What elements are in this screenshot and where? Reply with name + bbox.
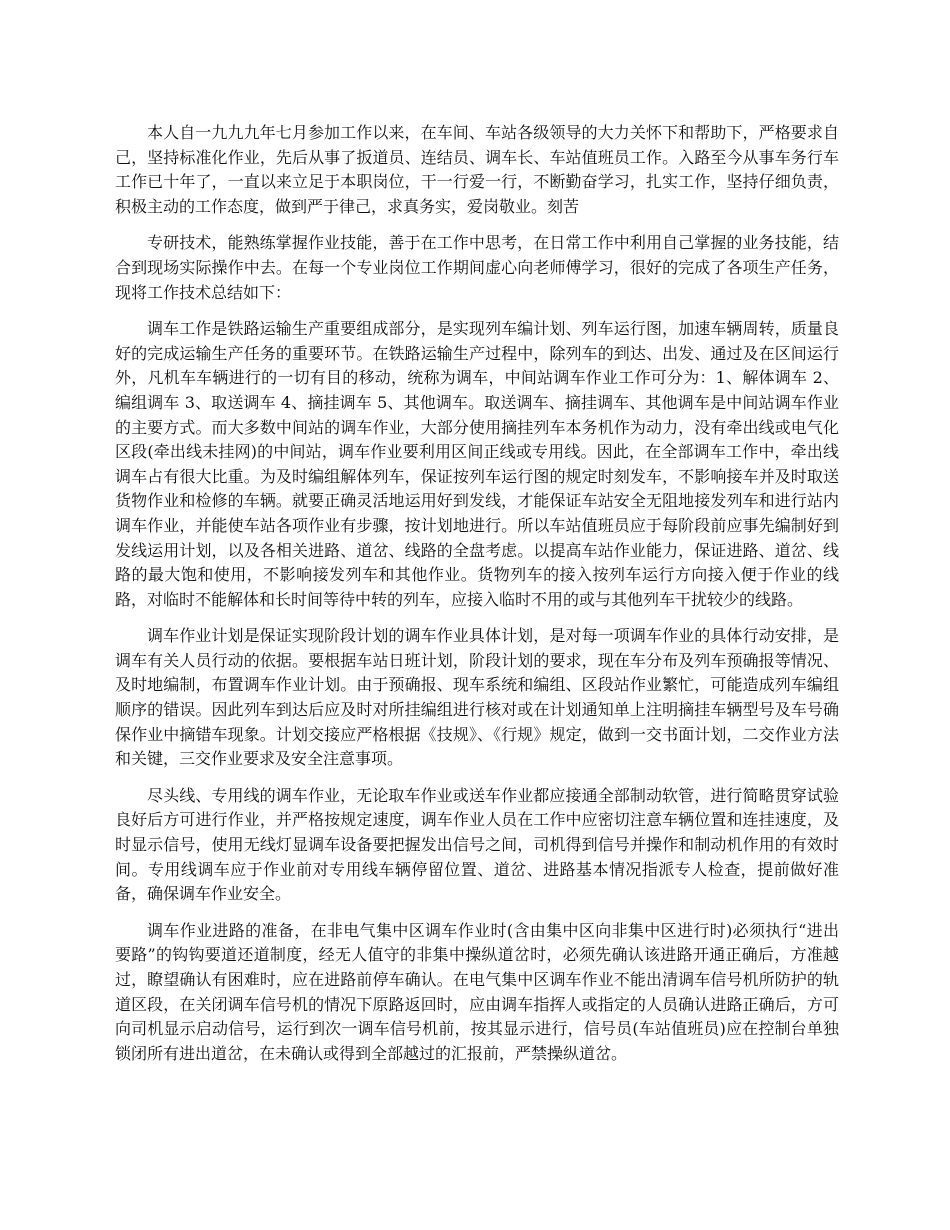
paragraph-dead-end-siding: 尽头线、专用线的调车作业，无论取车作业或送车作业都应接通全部制动软管，进行简略贯穿试验良好后方可进行作业，并严格按规定速度，调车作业人员在工作中应密切注意车辆位置和连挂速度，及时显示信号，使用无线灯显调车设备要把握发出信号之间，司机得到信号并操作和制动机作用的有效时间。专用线调车应于作业前对专用线车辆停留位置、道岔、进路基本情况指派专人检查，提前做好准备，确保调车作业安全。	[115, 785, 839, 904]
paragraph-skills: 专研技术，能熟练掌握作业技能，善于在工作中思考，在日常工作中利用自己掌握的业务技能，结合到现场实际操作中去。在每一个专业岗位工作期间虚心向老师傅学习，很好的完成了各项生产任务，现将工作技术总结如下：	[115, 233, 839, 302]
paragraph-intro: 本人自一九九九年七月参加工作以来，在车间、车站各级领导的大力关怀下和帮助下，严格要求自己，坚持标准化作业，先后从事了扳道员、连结员、调车长、车站值班员工作。入路至今从事车务行车工作已十年了，一直以来立足于本职岗位，干一行爱一行，不断勤奋学习，扎实工作，坚持仔细负责，积极主动的工作态度，做到严于律己，求真务实，爱岗敬业。刻苦	[115, 123, 839, 216]
document-body	[115, 121, 839, 1078]
paragraph-shunting-plan: 调车作业计划是保证实现阶段计划的调车作业具体计划，是对每一项调车作业的具体行动安排，是调车有关人员行动的依据。要根据车站日班计划，阶段计划的要求，现在车分布及列车预确报等情况、及时地编制，布置调车作业计划。由于预确报、现车系统和编组、区段站作业繁忙，可能造成列车编组顺序的错误。因此列车到达后应及时对所挂编组进行核对或在计划通知单上注明摘挂车辆型号及车号确保作业中摘错车现象。计划交接应严格根据《技规》、《行规》规定，做到一交书面计划，二交作业方法和关键，三交作业要求及安全注意事项。	[115, 626, 839, 769]
paragraph-shunting-overview: 调车工作是铁路运输生产重要组成部分，是实现列车编计划、列车运行图，加速车辆周转，质量良好的完成运输生产任务的重要环节。在铁路运输生产过程中，除列车的到达、出发、通过及在区间运行外，凡机车车辆进行的一切有目的移动，统称为调车，中间站调车作业工作可分为：1、解体调车 2、编组调车 3、取送调车 4、摘挂调车 5、其他调车。取送调车、摘挂调车、其他调车是中间站调车作业的主要方式。而大多数中间站的调车作业，大部分使用摘挂列车本务机作为动力，没有牵出线或电气化区段(牵出线未挂网)的中间站，调车作业要利用区间正线或专用线。因此，在全部调车工作中，牵出线调车占有很大比重。为及时编组解体列车，保证按列车运行图的规定时刻发车，不影响接车并及时取送货物作业和检修的车辆。就要正确灵活地运用好到发线，才能保证车站安全无阻地接发列车和进行站内调车作业，并能使车站各项作业有步骤，按计划地进行。所以车站值班员应于每阶段前应事先编制好到发线运用计划，以及各相关进路、道岔、线路的全盘考虑。以提高车站作业能力，保证进路、道岔、线路的最大饱和使用，不影响接发列车和其他作业。货物列车的接入按列车运行方向接入便于作业的线路，对临时不能解体和长时间等待中转的列车，应接入临时不用的或与其他列车干扰较少的线路。	[115, 319, 839, 609]
paragraph-route-preparation: 调车作业进路的准备，在非电气集中区调车作业时(含由集中区向非集中区进行时)必须执行“进出要路”的钩钩要道还道制度，经无人值守的非集中操纵道岔时，必须先确认该进路开通正确后，方准越过，瞭望确认有困难时，应在进路前停车确认。在电气集中区调车作业不能出清调车信号机所防护的轨道区段，在关闭调车信号机的情况下原路返回时，应由调车指挥人或指定的人员确认进路正确后，方可向司机显示启动信号，运行到次一调车信号机前，按其显示进行，信号员(车站值班员)应在控制台单独锁闭所有进出道岔，在未确认或得到全部越过的汇报前，严禁操纵道岔。	[115, 920, 839, 1063]
